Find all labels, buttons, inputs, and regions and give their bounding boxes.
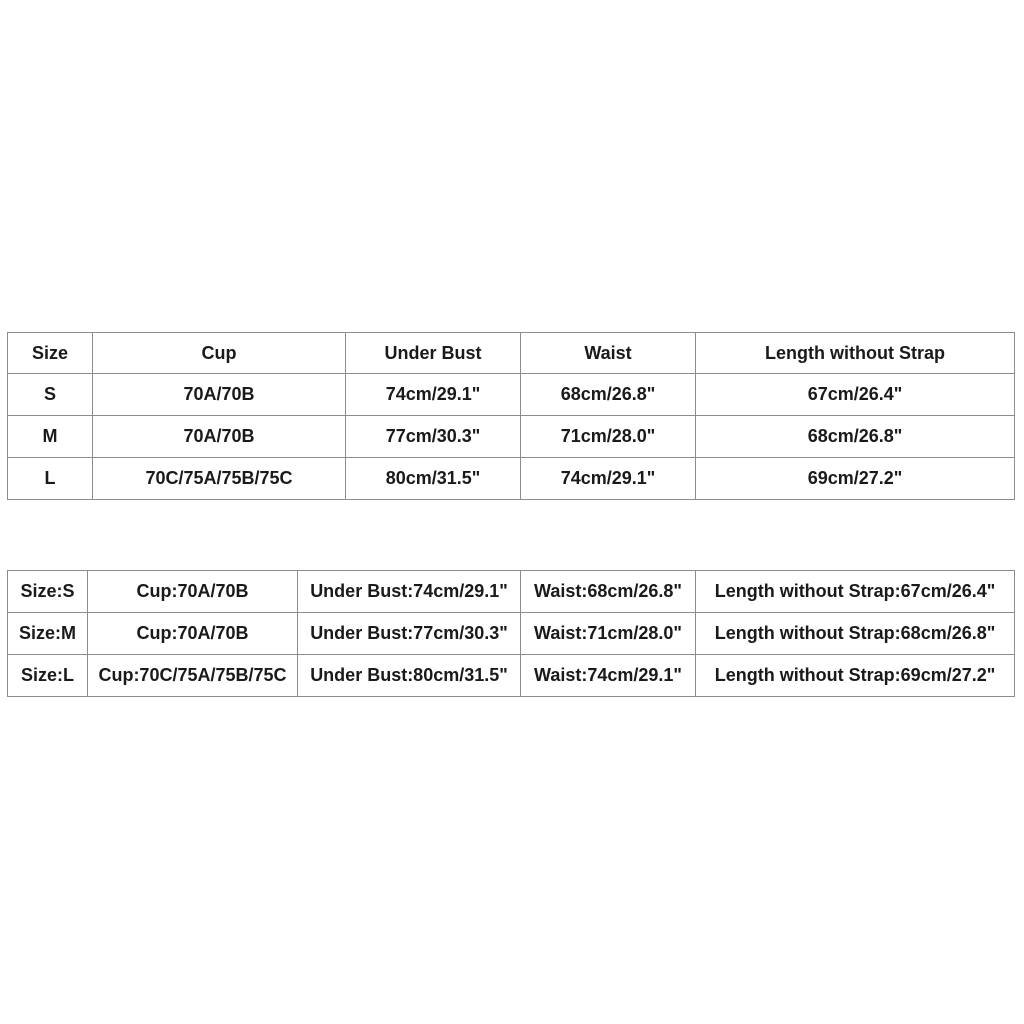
header-waist: Waist — [521, 333, 696, 374]
table-row — [8, 458, 1015, 500]
cell-waist: Waist:71cm/28.0" — [521, 613, 696, 655]
header-length: Length without Strap — [696, 333, 1015, 374]
cell-size: M — [8, 416, 93, 458]
cell-waist: 71cm/28.0" — [521, 416, 696, 458]
cell-under-bust: 77cm/30.3" — [346, 416, 521, 458]
cell-waist: Waist:68cm/26.8" — [521, 571, 696, 613]
cell-cup: 70A/70B — [93, 416, 346, 458]
cell-length: 69cm/27.2" — [696, 458, 1015, 500]
header-under-bust: Under Bust — [346, 333, 521, 374]
cell-length: Length without Strap:68cm/26.8" — [696, 613, 1015, 655]
cell-cup: 70A/70B — [93, 374, 346, 416]
cell-cup: Cup:70C/75A/75B/75C — [88, 655, 298, 697]
cell-size: Size:S — [8, 571, 88, 613]
cell-cup: Cup:70A/70B — [88, 571, 298, 613]
cell-length: Length without Strap:69cm/27.2" — [696, 655, 1015, 697]
size-chart-table — [7, 332, 1015, 500]
cell-length: 68cm/26.8" — [696, 416, 1015, 458]
cell-under-bust: 80cm/31.5" — [346, 458, 521, 500]
cell-length: Length without Strap:67cm/26.4" — [696, 571, 1015, 613]
cell-waist: 74cm/29.1" — [521, 458, 696, 500]
cell-under-bust: Under Bust:74cm/29.1" — [298, 571, 521, 613]
cell-cup: Cup:70A/70B — [88, 613, 298, 655]
size-detail-table — [7, 570, 1015, 697]
table-row — [8, 416, 1015, 458]
cell-under-bust: 74cm/29.1" — [346, 374, 521, 416]
cell-size: L — [8, 458, 93, 500]
table-row — [8, 374, 1015, 416]
table-row — [8, 655, 1015, 697]
cell-waist: 68cm/26.8" — [521, 374, 696, 416]
table-row — [8, 571, 1015, 613]
cell-size: Size:L — [8, 655, 88, 697]
header-cup: Cup — [93, 333, 346, 374]
header-size: Size — [8, 333, 93, 374]
cell-under-bust: Under Bust:77cm/30.3" — [298, 613, 521, 655]
cell-under-bust: Under Bust:80cm/31.5" — [298, 655, 521, 697]
cell-size: S — [8, 374, 93, 416]
table-header-row — [8, 333, 1015, 374]
cell-waist: Waist:74cm/29.1" — [521, 655, 696, 697]
table-row — [8, 613, 1015, 655]
cell-length: 67cm/26.4" — [696, 374, 1015, 416]
cell-size: Size:M — [8, 613, 88, 655]
cell-cup: 70C/75A/75B/75C — [93, 458, 346, 500]
